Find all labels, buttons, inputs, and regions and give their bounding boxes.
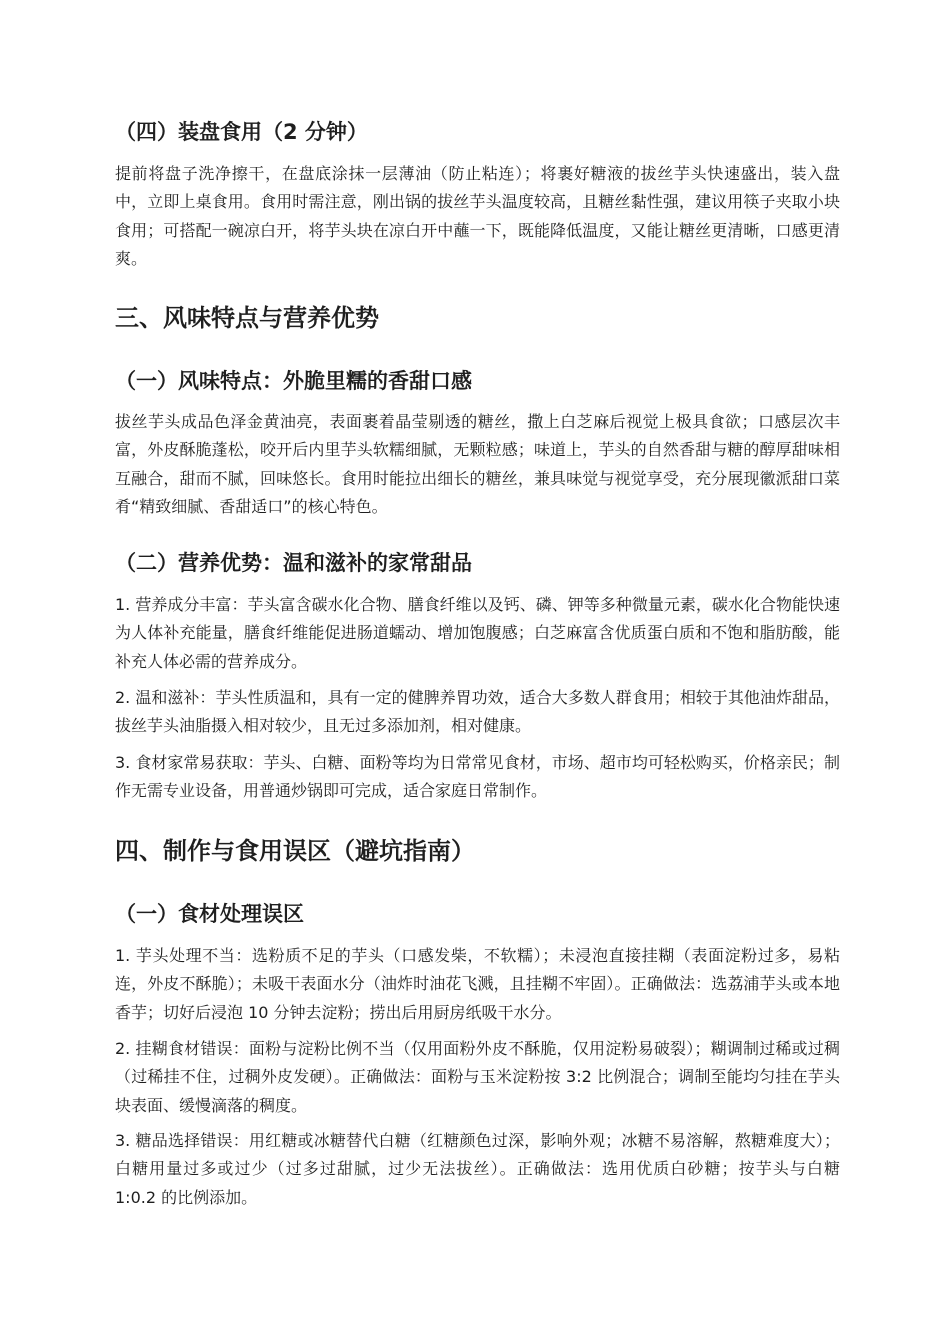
list-item-nutrition-1: 1. 营养成分丰富：芋头富含碳水化合物、膳食纤维以及钙、磷、钾等多种微量元素，碳水化合物能快速为人体补充能量，膳食纤维能促进肠道蠕动、增加饱腹感；白芝麻富含优质蛋白质和不饱和脂肪酸，能补充人体必需的营养成分。 [115,595,840,671]
section-heading-plating: （四）装盘食用（2 分钟） [115,120,368,144]
chapter-heading-mistakes: 四、制作与食用误区（避坑指南） [115,837,475,865]
section-heading-nutrition: （二）营养优势：温和滋补的家常甜品 [115,551,472,575]
list-item-mistake-3: 3. 糖品选择错误：用红糖或冰糖替代白糖（红糖颜色过深，影响外观；冰糖不易溶解，熬糖难度大）；白糖用量过多或过少（过多过甜腻，过少无法拔丝）。正确做法：选用优质白砂糖；按芋头与白糖 1:0.2 的比例添加。 [115,1131,840,1207]
section-heading-ingredient-mistakes: （一）食材处理误区 [115,902,304,926]
paragraph-flavor: 拔丝芋头成品色泽金黄油亮，表面裹着晶莹剔透的糖丝，撒上白芝麻后视觉上极具食欲；口感层次丰富，外皮酥脆蓬松，咬开后内里芋头软糯细腻，无颗粒感；味道上，芋头的自然香甜与糖的醇厚甜味相互融合，甜而不腻，回味悠长。食用时能拉出细长的糖丝，兼具味觉与视觉享受，充分展现徽派甜口菜肴“精致细腻、香甜适口”的核心特色。 [115,412,840,517]
list-item-nutrition-3: 3. 食材家常易获取：芋头、白糖、面粉等均为日常常见食材，市场、超市均可轻松购买，价格亲民；制作无需专业设备，用普通炒锅即可完成，适合家庭日常制作。 [115,753,840,801]
list-item-mistake-2: 2. 挂糊食材错误：面粉与淀粉比例不当（仅用面粉外皮不酥脆，仅用淀粉易破裂）；糊调制过稀或过稠（过稀挂不住，过稠外皮发硬）。正确做法：面粉与玉米淀粉按 3:2 比例混合；调制至能均匀挂在芋头块表面、缓慢滴落的稠度。 [115,1039,840,1115]
section-heading-flavor: （一）风味特点：外脆里糯的香甜口感 [115,369,472,393]
chapter-heading-flavor-nutrition: 三、风味特点与营养优势 [115,304,379,332]
paragraph-plating: 提前将盘子洗净擦干，在盘底涂抹一层薄油（防止粘连）；将裹好糖液的拔丝芋头快速盛出，装入盘中，立即上桌食用。食用时需注意，刚出锅的拔丝芋头温度较高，且糖丝黏性强，建议用筷子夹取小块食用；可搭配一碗凉白开，将芋头块在凉白开中蘸一下，既能降低温度，又能让糖丝更清晰，口感更清爽。 [115,164,840,269]
list-item-mistake-1: 1. 芋头处理不当：选粉质不足的芋头（口感发柴，不软糯）；未浸泡直接挂糊（表面淀粉过多，易粘连，外皮不酥脆）；未吸干表面水分（油炸时油花飞溅，且挂糊不牢固）。正确做法：选荔浦芋头或本地香芋；切好后浸泡 10 分钟去淀粉；捞出后用厨房纸吸干水分。 [115,946,840,1022]
list-item-nutrition-2: 2. 温和滋补：芋头性质温和，具有一定的健脾养胃功效，适合大多数人群食用；相较于其他油炸甜品，拔丝芋头油脂摄入相对较少，且无过多添加剂，相对健康。 [115,688,840,736]
